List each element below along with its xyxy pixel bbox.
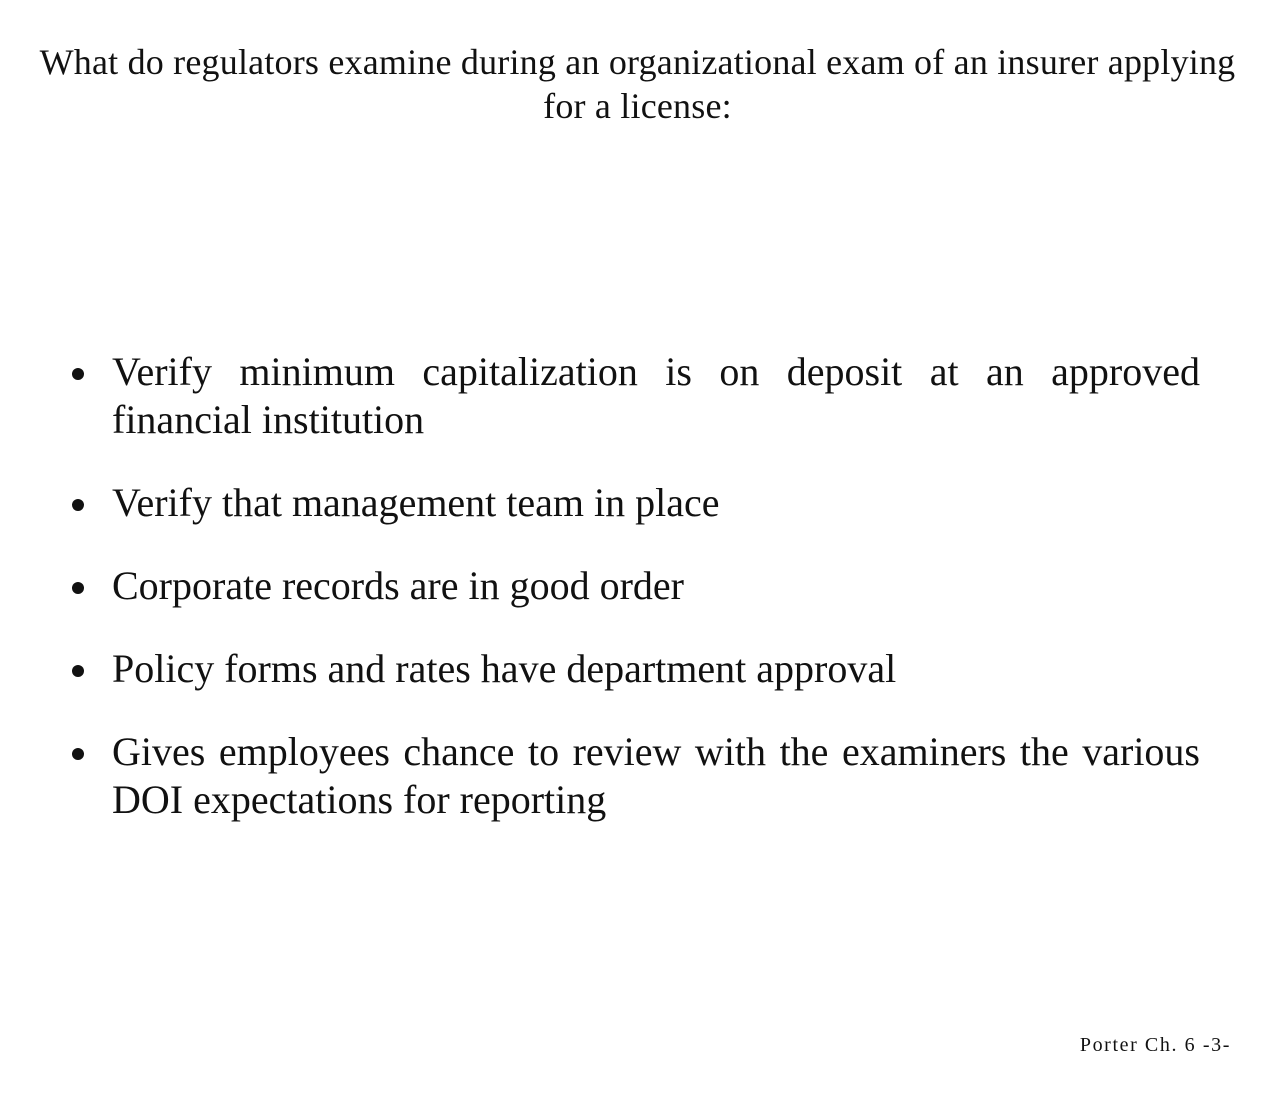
bullet-text: Verify that management team in place (112, 480, 720, 525)
bullet-text: Corporate records are in good order (112, 563, 684, 608)
bullet-icon (72, 368, 84, 380)
page-footer: Porter Ch. 6 -3- (1079, 1034, 1231, 1056)
list-item (68, 479, 1200, 527)
list-item (68, 645, 1200, 693)
bullet-icon (72, 582, 84, 594)
list-item (68, 348, 1200, 444)
slide-title: What do regulators examine during an organizational exam of an insurer applying for a license: (39, 42, 1236, 126)
list-item (68, 728, 1200, 824)
bullet-text: Policy forms and rates have department approval (112, 646, 897, 691)
bullet-icon (72, 665, 84, 677)
bullet-text: Gives employees chance to review with the examiners the various DOI expectations for reporting (112, 729, 1200, 822)
bullet-icon (72, 499, 84, 511)
list-item (68, 562, 1200, 610)
bullet-text: Verify minimum capitalization is on deposit at an approved financial institution (112, 349, 1200, 442)
bullet-list (68, 348, 1200, 859)
bullet-icon (72, 748, 84, 760)
